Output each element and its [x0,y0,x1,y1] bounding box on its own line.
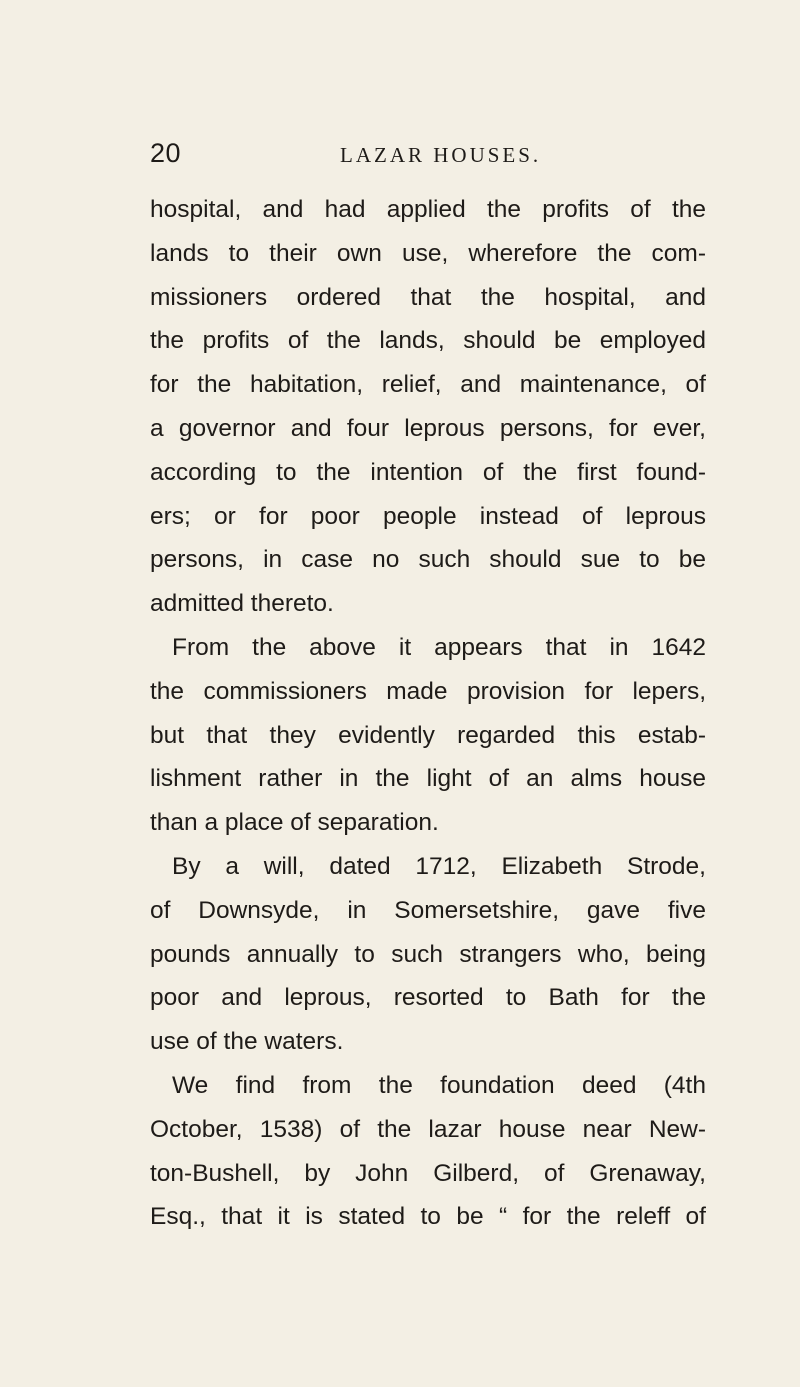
text-line: according to the intention of the first found- [150,458,706,486]
text-line: for the habitation, relief, and maintenance, of [150,371,706,399]
text-line: pounds annually to such strangers who, being [150,940,706,968]
text-line: missioners ordered that the hospital, and [150,283,706,311]
page-number: 20 [150,138,182,168]
text-line: persons, in case no such should sue to be [150,546,706,574]
text-line: We find from the foundation deed (4th [172,1071,706,1099]
text-line: ers; or for poor people instead of leprous [150,502,706,530]
text-line: admitted thereto. [150,590,334,618]
text-line: lishment rather in the light of an alms house [150,765,706,793]
running-head: LAZAR HOUSES. [340,143,542,167]
text-line: use of the waters. [150,1028,344,1056]
text-line: of Downsyde, in Somersetshire, gave five [150,896,706,924]
text-line: the profits of the lands, should be employed [150,327,706,355]
text-line: October, 1538) of the lazar house near New- [150,1115,706,1143]
text-line: Esq., that it is stated to be “ for the releff of [150,1203,706,1231]
text-line: a governor and four leprous persons, for ever, [150,414,706,442]
text-line: ton-Bushell, by John Gilberd, of Grenaway, [150,1159,706,1187]
text-line: poor and leprous, resorted to Bath for the [150,984,706,1012]
text-line: lands to their own use, wherefore the com- [150,239,706,267]
body-text [150,188,706,1239]
text-line: From the above it appears that in 1642 [172,633,706,661]
text-line: hospital, and had applied the profits of the [150,196,706,223]
text-line: than a place of separation. [150,809,439,837]
text-line: but that they evidently regarded this estab- [150,721,706,749]
text-line: By a will, dated 1712, Elizabeth Strode, [172,852,706,880]
page-header [150,137,700,177]
text-line: the commissioners made provision for lepers, [150,677,706,705]
